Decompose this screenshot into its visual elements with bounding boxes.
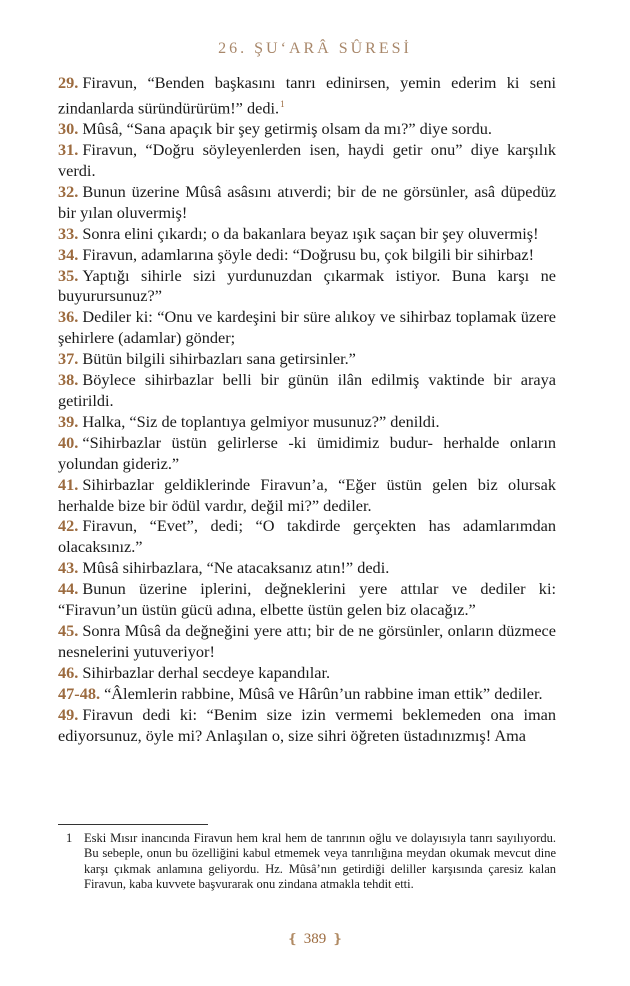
verse <box>58 140 556 182</box>
page-number: 389 <box>303 931 327 947</box>
verse-number: 32. <box>58 181 79 201</box>
verse-number: 36. <box>58 307 79 327</box>
verse <box>58 684 556 705</box>
verse <box>58 307 556 349</box>
verse-number: 34. <box>58 244 79 264</box>
page-number-block <box>0 931 630 948</box>
verse-text: Firavun, “Doğru söyleyenlerden isen, haydi getir onu” diye karşılık verdi. <box>58 140 556 181</box>
verse-number: 35. <box>58 265 79 285</box>
verse-number: 44. <box>58 579 79 599</box>
verse-text: Mûsâ sihirbazlara, “Ne atacaksanız atın!” dedi. <box>82 558 390 578</box>
verse <box>58 558 556 579</box>
ornament-left-icon: ❴ <box>287 931 298 946</box>
verse-text: Mûsâ, “Sana apaçık bir şey getirmiş olsam da mı?” diye sordu. <box>82 119 492 139</box>
verse-list <box>58 73 556 746</box>
verse <box>58 579 556 621</box>
verse <box>58 119 556 140</box>
verse-number: 45. <box>58 620 79 640</box>
verse-number: 39. <box>58 411 79 431</box>
footnote-number: 1 <box>66 831 73 845</box>
verse <box>58 266 556 308</box>
verse-text: Firavun, “Benden başkasını tanrı edinirsen, yemin ederim ki seni zindanlarda süründürürüm!” dedi. <box>58 73 556 118</box>
verse-text: Bunun üzerine iplerini, değneklerini yere attılar ve dediler ki: “Firavun’un üstün gücü adına, elbette üstün gelen biz olacağız.” <box>58 579 556 620</box>
verse-number: 37. <box>58 349 79 369</box>
verse-number: 38. <box>58 370 79 390</box>
verse <box>58 349 556 370</box>
verse-text: Sihirbazlar geldiklerinde Firavun’a, “Eğer üstün gelen biz olursak herhalde bize bir ödül vardır, değil mi?” dediler. <box>58 474 556 515</box>
verse-number: 42. <box>58 516 79 536</box>
verse-number: 30. <box>58 119 79 139</box>
verse <box>58 412 556 433</box>
verse <box>58 516 556 558</box>
verse-text: Dediler ki: “Onu ve kardeşini bir süre alıkoy ve sihirbaz toplamak üzere şehirlere (adamlar) gönder; <box>58 307 556 348</box>
verse-number: 31. <box>58 140 79 160</box>
verse-number: 41. <box>58 474 79 494</box>
verse-text: Sihirbazlar derhal secdeye kapandılar. <box>82 662 331 682</box>
verse-text: Firavun dedi ki: “Benim size izin vermemi beklemeden ona iman ediyorsunuz, öyle mi? Anlaşılan o, size sihri öğreten üstadınızmış! Ama <box>58 704 556 745</box>
verse <box>58 370 556 412</box>
verse <box>58 621 556 663</box>
footnote-text: Eski Mısır inancında Firavun hem kral hem de tanrının oğlu ve dolayısıyla tanrı sayılıyordu. Bu sebeple, onun bu özelliğini kabul etmemek veya tanrılığına meydan okumak mevcut dine karşı çıkmak anlamına geliyordu. Hz. Mûsâ’nın getirdiği deliller karşısında çaresiz kalan Firavun, kaba kuvvete başvurarak onu zindana atmakla tehdit etti. <box>84 831 556 892</box>
verse-number: 49. <box>58 704 79 724</box>
verse-text: “Sihirbazlar üstün gelirlerse -ki ümidimiz budur- herhalde onların yolundan gideriz.” <box>58 432 556 473</box>
verse-number: 47-48. <box>58 683 101 703</box>
verse-text: Firavun, “Evet”, dedi; “O takdirde gerçekten has adamlarımdan olacaksınız.” <box>58 516 556 557</box>
verse <box>58 475 556 517</box>
verse-number: 46. <box>58 662 79 682</box>
footnote-divider <box>58 824 208 825</box>
verse-number: 43. <box>58 558 79 578</box>
verse-text: Sonra Mûsâ da değneğini yere attı; bir de ne görsünler, onların düzmece nesnelerini yutuveriyor! <box>58 620 556 661</box>
footnote <box>58 831 556 893</box>
verse <box>58 663 556 684</box>
verse-text: “Âlemlerin rabbine, Mûsâ ve Hârûn’un rabbine iman ettik” dediler. <box>104 683 543 703</box>
verse <box>58 224 556 245</box>
verse-text: Yaptığı sihirle sizi yurdunuzdan çıkarmak istiyor. Buna karşı ne buyurursunuz?” <box>58 265 556 306</box>
verse-text: Bunun üzerine Mûsâ asâsını atıverdi; bir de ne görsünler, asâ düpedüz bir yılan oluvermiş! <box>58 181 556 222</box>
verse <box>58 182 556 224</box>
ornament-right-icon: ❵ <box>332 931 343 946</box>
verse <box>58 705 556 747</box>
verse <box>58 73 556 119</box>
verse-text: Firavun, adamlarına şöyle dedi: “Doğrusu bu, çok bilgili bir sihirbaz! <box>82 244 535 264</box>
verse-text: Bütün bilgili sihirbazları sana getirsinler.” <box>82 349 356 369</box>
verse-text: Böylece sihirbazlar belli bir günün ilân edilmiş vaktinde bir araya getirildi. <box>58 370 556 411</box>
verse-text: Halka, “Siz de toplantıya gelmiyor musunuz?” denildi. <box>82 411 440 431</box>
verse <box>58 245 556 266</box>
verse-number: 40. <box>58 432 79 452</box>
verse-text: Sonra elini çıkardı; o da bakanlara beyaz ışık saçan bir şey oluvermiş! <box>82 223 539 243</box>
running-header: 26. ŞU‘ARÂ SÛRESİ <box>218 40 412 57</box>
footnote-reference[interactable]: 1 <box>280 98 285 109</box>
verse-number: 33. <box>58 223 79 243</box>
verse-number: 29. <box>58 73 79 92</box>
verse <box>58 433 556 475</box>
